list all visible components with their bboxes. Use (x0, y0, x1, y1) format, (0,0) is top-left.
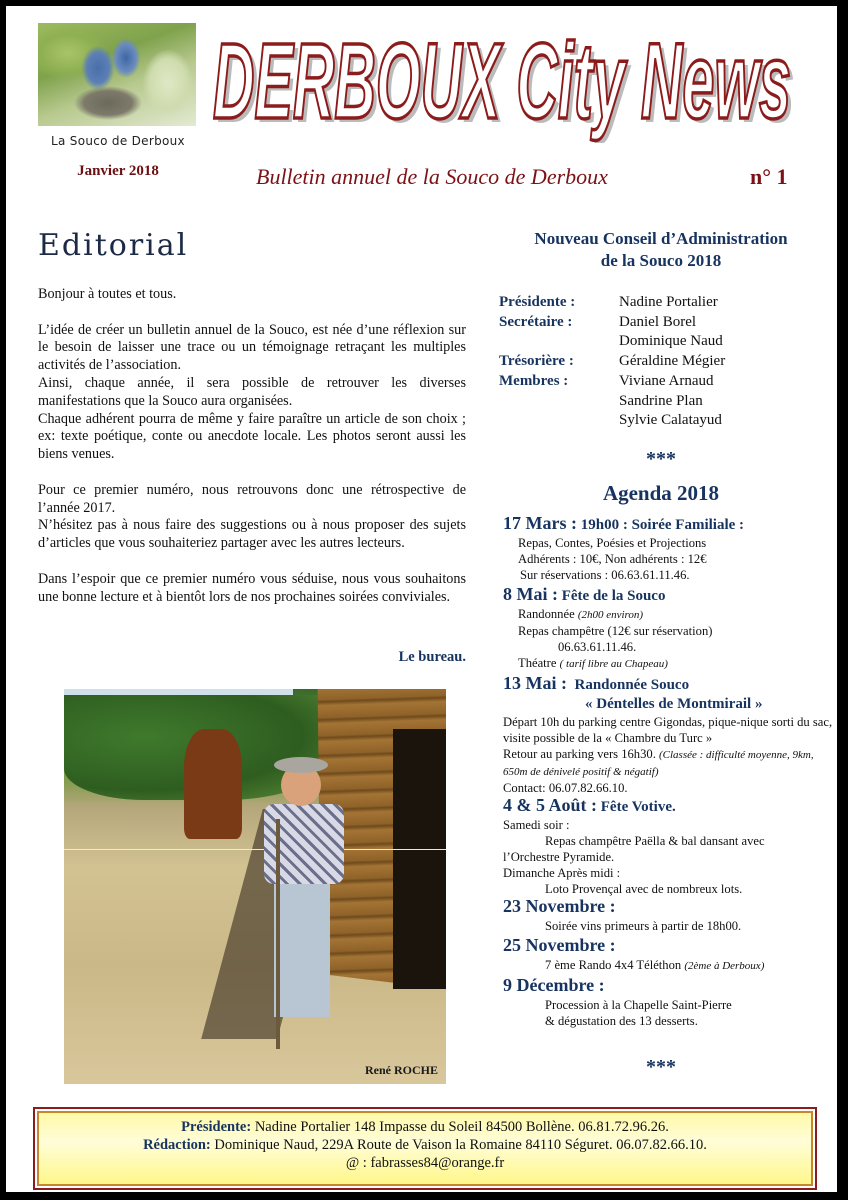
agenda-event (503, 514, 833, 583)
event-detail: Contact: 06.07.82.66.10. (503, 781, 628, 795)
event-detail (503, 746, 833, 780)
editorial-body (38, 286, 466, 624)
event-date: 23 Novembre : (503, 896, 616, 916)
footer-text: Dominique Naud, 229A Route de Vaison la Romaine 84110 Séguret. 06.07.82.66.10. (214, 1137, 707, 1153)
newsletter-page (6, 6, 837, 1192)
event-detail: Procession à la Chapelle Saint-Pierre (545, 998, 732, 1012)
event-detail-note: (2h00 environ) (577, 609, 644, 621)
event-detail: Samedi soir : (503, 818, 570, 832)
event-detail: Repas champêtre (12€ sur réservation) (518, 624, 713, 638)
event-detail: Adhérents : 10€, Non adhérents : 12€ (518, 552, 707, 566)
board-name: Daniel Borel (619, 313, 697, 330)
board-row (499, 352, 829, 372)
event-detail-text: Théatre (518, 656, 557, 670)
event-title: Randonnée Souco (574, 677, 690, 693)
board-role: Présidente : (499, 294, 576, 310)
editorial-paragraph: Pour ce premier numéro, nous retrouvons donc une rétrospective de l’année 2017. (38, 481, 466, 516)
event-detail: Sur réservations : 06.63.61.11.46. (520, 568, 690, 582)
logo-caption: La Souco de Derboux (51, 134, 185, 148)
board-row (499, 411, 829, 431)
contact-footer-inner (37, 1111, 813, 1186)
event-detail: Loto Provençal avec de nombreux lots. (545, 882, 743, 896)
editorial-greeting: Bonjour à toutes et tous. (38, 286, 177, 302)
footer-redaction-line (39, 1136, 811, 1154)
agenda-event (503, 796, 833, 897)
event-header (503, 674, 833, 695)
event-header (503, 936, 833, 957)
board-role (499, 392, 619, 412)
board-heading-line: Nouveau Conseil d’Administration (534, 229, 788, 248)
agenda-event (503, 936, 833, 974)
event-detail: Repas champêtre Paëlla & bal dansant avec (545, 834, 765, 848)
event-header (503, 976, 833, 997)
footer-label: Rédaction: (143, 1137, 211, 1153)
editorial-signature: Le bureau. (398, 649, 466, 665)
event-title: Fête Votive. (600, 799, 676, 815)
event-detail: Départ 10h du parking centre Gigondas, pique-nique sorti du sac, visite possible de la « Chambre du Turc » (503, 715, 833, 745)
board-row (499, 313, 829, 333)
photo-man-trousers (274, 882, 330, 1017)
event-date: 9 Décembre : (503, 975, 605, 995)
board-name: Géraldine Mégier (619, 353, 726, 370)
event-detail: & dégustation des 13 desserts. (545, 1014, 698, 1028)
board-row (499, 293, 829, 313)
event-detail (518, 655, 833, 672)
event-date: 8 Mai : (503, 584, 558, 604)
issue-number: n° 1 (750, 164, 788, 189)
footer-text: Nadine Portalier 148 Impasse du Soleil 84500 Bollène. 06.81.72.96.26. (254, 1119, 669, 1135)
event-title: 19h00 : Soirée Familiale : (580, 517, 745, 533)
event-detail-text: Retour au parking vers 16h30. (503, 747, 656, 761)
footer-label: Présidente: (181, 1119, 252, 1135)
photo-fence-wire (64, 849, 446, 850)
section-separator: *** (646, 448, 676, 470)
board-members-list (499, 293, 829, 431)
board-heading (501, 228, 821, 272)
event-header (503, 796, 833, 817)
agenda-heading: Agenda 2018 (602, 481, 720, 505)
event-date: 13 Mai : (503, 673, 567, 693)
event-header (503, 585, 833, 606)
board-role (499, 411, 619, 431)
editorial-paragraph: N’hésitez pas à nous faire des suggestions ou à nous proposer des sujets d’articles que vous souhaiteriez partager avec les autres lecteurs. (38, 517, 466, 552)
email-label: @ : (345, 1155, 367, 1171)
board-row (499, 332, 829, 352)
event-detail: 06.63.61.11.46. (558, 640, 637, 654)
email-link[interactable]: fabrasses84@orange.fr (370, 1155, 505, 1171)
photo-shed-door (393, 729, 446, 989)
photo-man-hat (274, 757, 328, 773)
agenda-event (503, 585, 833, 672)
editorial-heading: Editorial (38, 228, 189, 263)
board-name: Sandrine Plan (619, 392, 703, 409)
event-detail-note: (Classée : difficulté moyenne, 9km, 650m de dénivelé positif & négatif) (503, 749, 814, 778)
footer-president-line (39, 1118, 811, 1136)
event-detail: Soirée vins primeurs à partir de 18h00. (545, 919, 742, 933)
board-row (499, 372, 829, 392)
masthead-text: DERBOUX City News (213, 20, 792, 141)
board-row (499, 392, 829, 412)
board-name: Nadine Portalier (619, 294, 718, 310)
event-detail: l’Orchestre Pyramide. (503, 850, 615, 864)
event-detail-text: 7 ème Rando 4x4 Téléthon (545, 958, 682, 972)
event-date: 4 & 5 Août : (503, 795, 597, 815)
board-heading-line: de la Souco 2018 (600, 251, 722, 270)
board-role: Membres : (499, 372, 569, 389)
event-detail (518, 606, 833, 623)
board-name: Dominique Naud (619, 333, 723, 350)
issue-date: Janvier 2018 (77, 163, 159, 179)
bulletin-subtitle: Bulletin annuel de la Souco de Derboux (256, 164, 608, 189)
event-detail (545, 957, 833, 974)
contact-footer (33, 1107, 817, 1190)
photo-horse (184, 729, 242, 839)
agenda-event (503, 976, 833, 1029)
event-date: 17 Mars : (503, 513, 577, 533)
souco-logo-painting (38, 23, 196, 126)
board-name: Viviane Arnaud (619, 372, 714, 389)
event-title: Fête de la Souco (561, 588, 666, 604)
event-detail: Dimanche Après midi : (503, 866, 621, 880)
event-header (503, 897, 833, 918)
event-header (503, 514, 833, 535)
event-detail-note: ( tarif libre au Chapeau) (559, 658, 668, 670)
board-role: Trésorière : (499, 353, 574, 370)
agenda-list (503, 514, 833, 1029)
editorial-paragraph: Ainsi, chaque année, il sera possible de retrouver les diverses manifestations que la Souco aura organisées. (38, 374, 466, 409)
masthead-shadow: DERBOUX City News (217, 24, 796, 143)
photo-pitchfork (276, 819, 280, 1049)
event-detail-text: Randonnée (518, 607, 575, 621)
section-separator: *** (646, 1056, 676, 1078)
event-detail-note: (2ème à Derboux) (684, 960, 765, 972)
board-role (499, 332, 619, 352)
board-role: Secrétaire : (499, 313, 573, 330)
event-subtitle: « Déntelles de Montmirail » (585, 696, 763, 712)
editorial-paragraph: Dans l’espoir que ce premier numéro vous séduise, nous vous souhaitons une bonne lecture et à bientôt lors de nos prochaines soirées conviviales. (38, 570, 466, 605)
board-name: Sylvie Calatayud (619, 412, 722, 429)
editorial-paragraph: Chaque adhérent pourra de même y faire paraître un article de son choix ; ex: texte poétique, conte ou anecdote locale. Les photos seront aussi les biens venues. (38, 410, 466, 463)
photo-caption: René ROCHE (365, 1063, 438, 1077)
agenda-event (503, 674, 833, 796)
editorial-paragraph: L’idée de créer un bulletin annuel de la Souco, est née d’une réflexion sur le besoin de laisser une trace ou un témoignage retraçant les multiples activités de l’association. (38, 321, 466, 374)
rene-roche-photo (64, 689, 446, 1084)
event-detail: Repas, Contes, Poésies et Projections (518, 536, 707, 550)
event-date: 25 Novembre : (503, 935, 616, 955)
agenda-event (503, 897, 833, 934)
masthead-title (211, 18, 801, 143)
footer-email-line (39, 1154, 811, 1172)
